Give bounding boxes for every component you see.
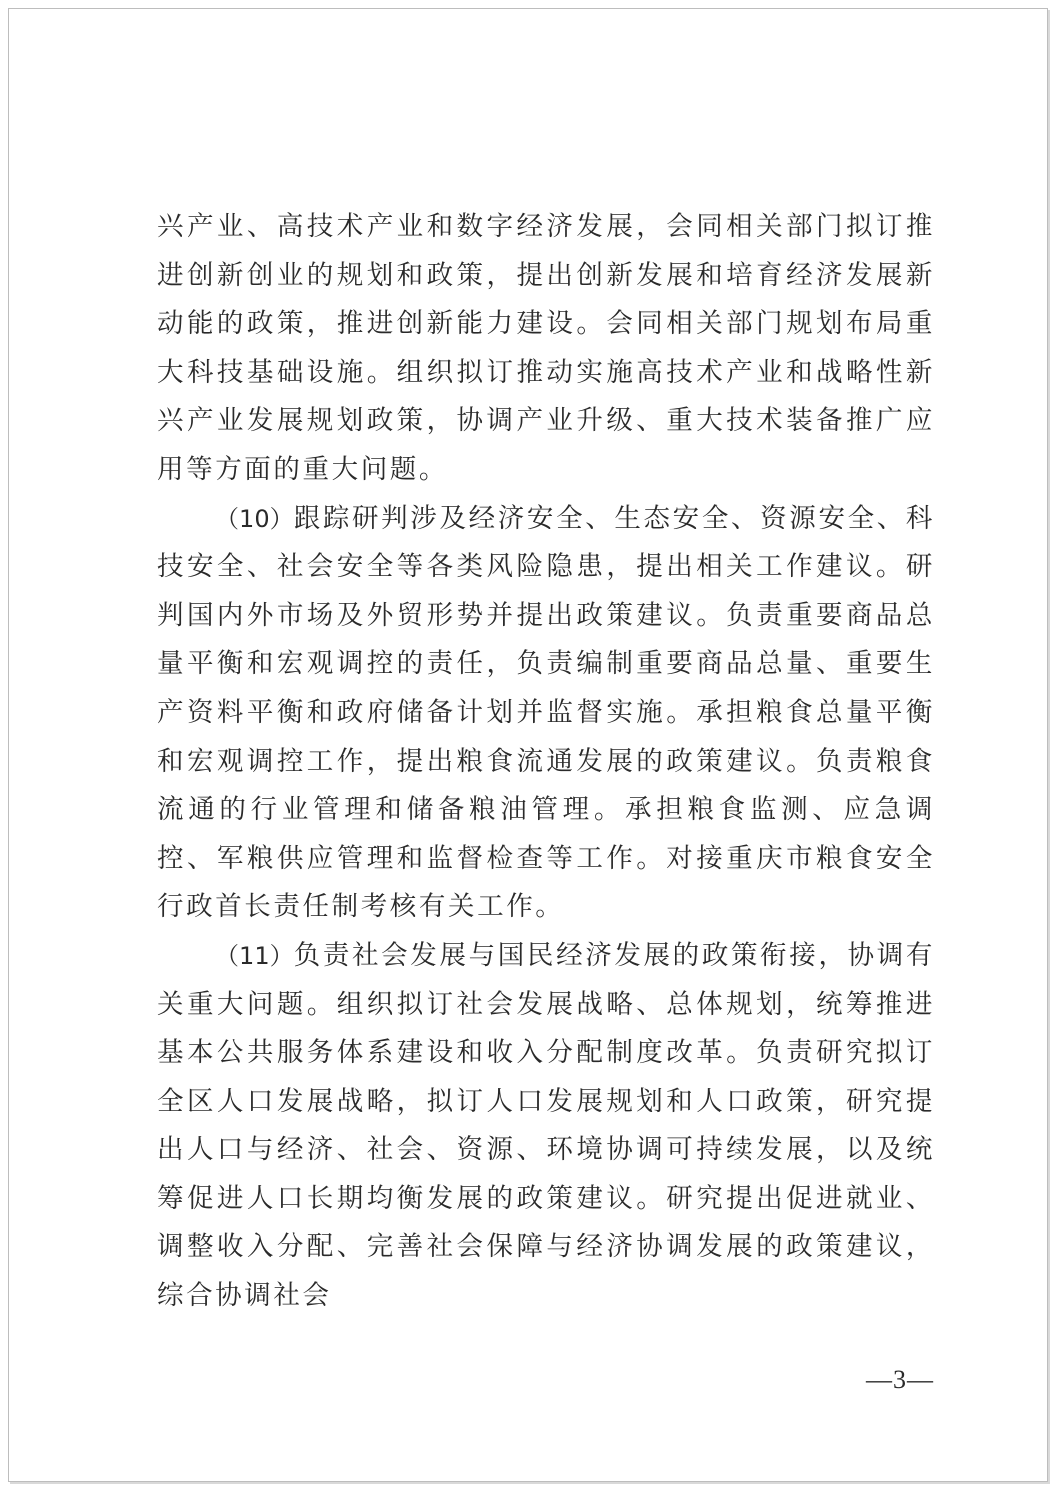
paragraph-continued <box>157 203 935 495</box>
paragraph-number: （11） <box>215 941 294 970</box>
paragraph-text: 兴产业、高技术产业和数字经济发展，会同相关部门拟订推进创新创业的规划和政策，提出创新发展和培育经济发展新动能的政策，推进创新能力建设。会同相关部门规划布局重大科技基础设施。组织拟订推动实施高技术产业和战略性新兴产业发展规划政策，协调产业升级、重大技术装备推广应用等方面的重大问题。 <box>157 211 935 485</box>
page <box>8 8 1048 1482</box>
paragraph-number: （10） <box>215 504 294 533</box>
page-number: —3— <box>866 1365 934 1394</box>
paragraph-text: 负责社会发展与国民经济发展的政策衔接，协调有关重大问题。组织拟订社会发展战略、总体规划，统筹推进基本公共服务体系建设和收入分配制度改革。负责研究拟订全区人口发展战略，拟订人口发展规划和人口政策，研究提出人口与经济、社会、资源、环境协调可持续发展，以及统筹促进人口长期均衡发展的政策建议。研究提出促进就业、调整收入分配、完善社会保障与经济协调发展的政策建议，综合协调社会 <box>157 939 935 1312</box>
body-text <box>157 203 935 1321</box>
paragraph-10 <box>157 495 935 932</box>
paragraph-11 <box>157 932 935 1321</box>
paragraph-text: 跟踪研判涉及经济安全、生态安全、资源安全、科技安全、社会安全等各类风险隐患，提出相关工作建议。研判国内外市场及外贸形势并提出政策建议。负责重要商品总量平衡和宏观调控的责任，负责编制重要商品总量、重要生产资料平衡和政府储备计划并监督实施。承担粮食总量平衡和宏观调控工作，提出粮食流通发展的政策建议。负责粮食流通的行业管理和储备粮油管理。承担粮食监测、应急调控、军粮供应管理和监督检查等工作。对接重庆市粮食安全行政首长责任制考核有关工作。 <box>157 502 935 923</box>
